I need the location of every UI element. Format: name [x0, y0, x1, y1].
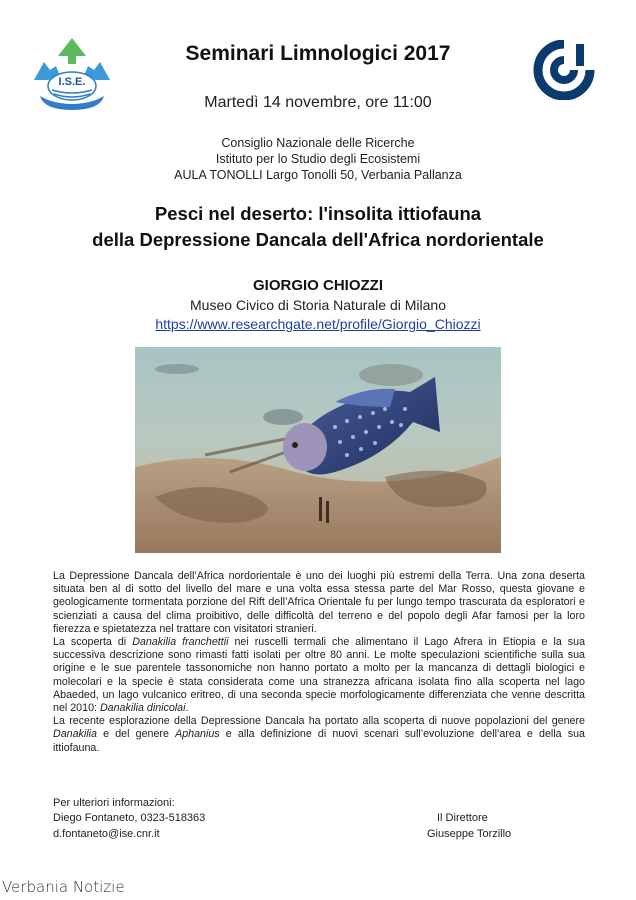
text-run: e alla definizione di nuovi scenari sull’evoluzione dell’area e della sua ittiofauna. [53, 728, 585, 754]
text-run: . [185, 702, 189, 715]
director-name: Giuseppe Torzillo [427, 828, 512, 840]
text-run: e del genere [96, 728, 176, 741]
researchgate-link-container [0, 316, 636, 332]
text-run: La recente esplorazione della Depressione Dancala ha portato alla scoperta di nuove popolazioni del genere [53, 715, 585, 728]
species-name: Danakilia franchettii [132, 636, 229, 649]
abstract-text [53, 570, 585, 755]
talk-title-line: della Depressione Dancala dell'Africa nordorientale [92, 229, 544, 250]
contact-label: Per ulteriori informazioni: [53, 797, 175, 809]
contact-name-phone: Diego Fontaneto, 0323-518363 [53, 812, 206, 824]
seminar-datetime: Martedì 14 novembre, ore 11:00 [204, 94, 432, 111]
venue-address: AULA TONOLLI Largo Tonolli 50, Verbania Pallanza [174, 168, 462, 182]
abstract-paragraph [53, 715, 585, 755]
abstract-paragraph: La Depressione Dancala dell’Africa nordorientale è uno dei luoghi più estremi della Terra. Una zona deserta situata ben al di sotto del livello del mare e una volta essa stessa parte del Mar Rosso, questa giovane e geologicamente tormentata porzione del Rift dell’Africa Orientale fu per lungo tempo trascurata da esploratori e scienziati a causa del clima proibitivo, delle difficoltà del terreno e del popolo degli Afar famosi per la loro fierezza e spietatezza nel trattare con visitatori stranieri. [53, 570, 585, 635]
seminar-series-title: Seminari Limnologici 2017 [185, 42, 451, 65]
contact-email[interactable]: d.fontaneto@ise.cnr.it [53, 828, 160, 840]
genus-name: Danakilia [53, 728, 97, 741]
species-name: Danakilia dinicolai [99, 702, 186, 715]
institution-line: Istituto per lo Studio degli Ecosistemi [215, 152, 421, 166]
director-label: Il Direttore [437, 812, 488, 824]
text-run: nei ruscelli termali che alimentano il Lago Afrera in Etiopia e la sua successiva descrizione sono rimasti fatti isolati per oltre 80 anni. Le molte speculazioni scientifiche sulla sua origine e le sue parentele tassonomiche non hanno portato a molto per la mancanza di dettagli biologici e molecolari e la specie è stata considerata come una stranezza africana isolata fino alla scoperta nel lago Abaeded, un lago vulcanico eritreo, di una seconda specie morfologicamente differenziata che venne descritta nel 2010: [53, 636, 586, 715]
genus-name: Aphanius [175, 728, 220, 741]
talk-title-line: Pesci nel deserto: l'insolita ittiofauna [154, 203, 482, 224]
text-run: La scoperta di [53, 636, 133, 649]
researchgate-profile-link[interactable]: https://www.researchgate.net/profile/Giorgio_Chiozzi [155, 316, 481, 332]
institution-line: Consiglio Nazionale delle Ricerche [221, 136, 415, 150]
abstract-paragraph [53, 636, 585, 715]
speaker-affiliation: Museo Civico di Storia Naturale di Milano [190, 297, 446, 313]
watermark: Verbania Notizie [2, 878, 125, 896]
speaker-name: GIORGIO CHIOZZI [253, 277, 383, 294]
ise-logo-text: I.S.E. [58, 76, 86, 88]
fish-photo [135, 347, 501, 553]
